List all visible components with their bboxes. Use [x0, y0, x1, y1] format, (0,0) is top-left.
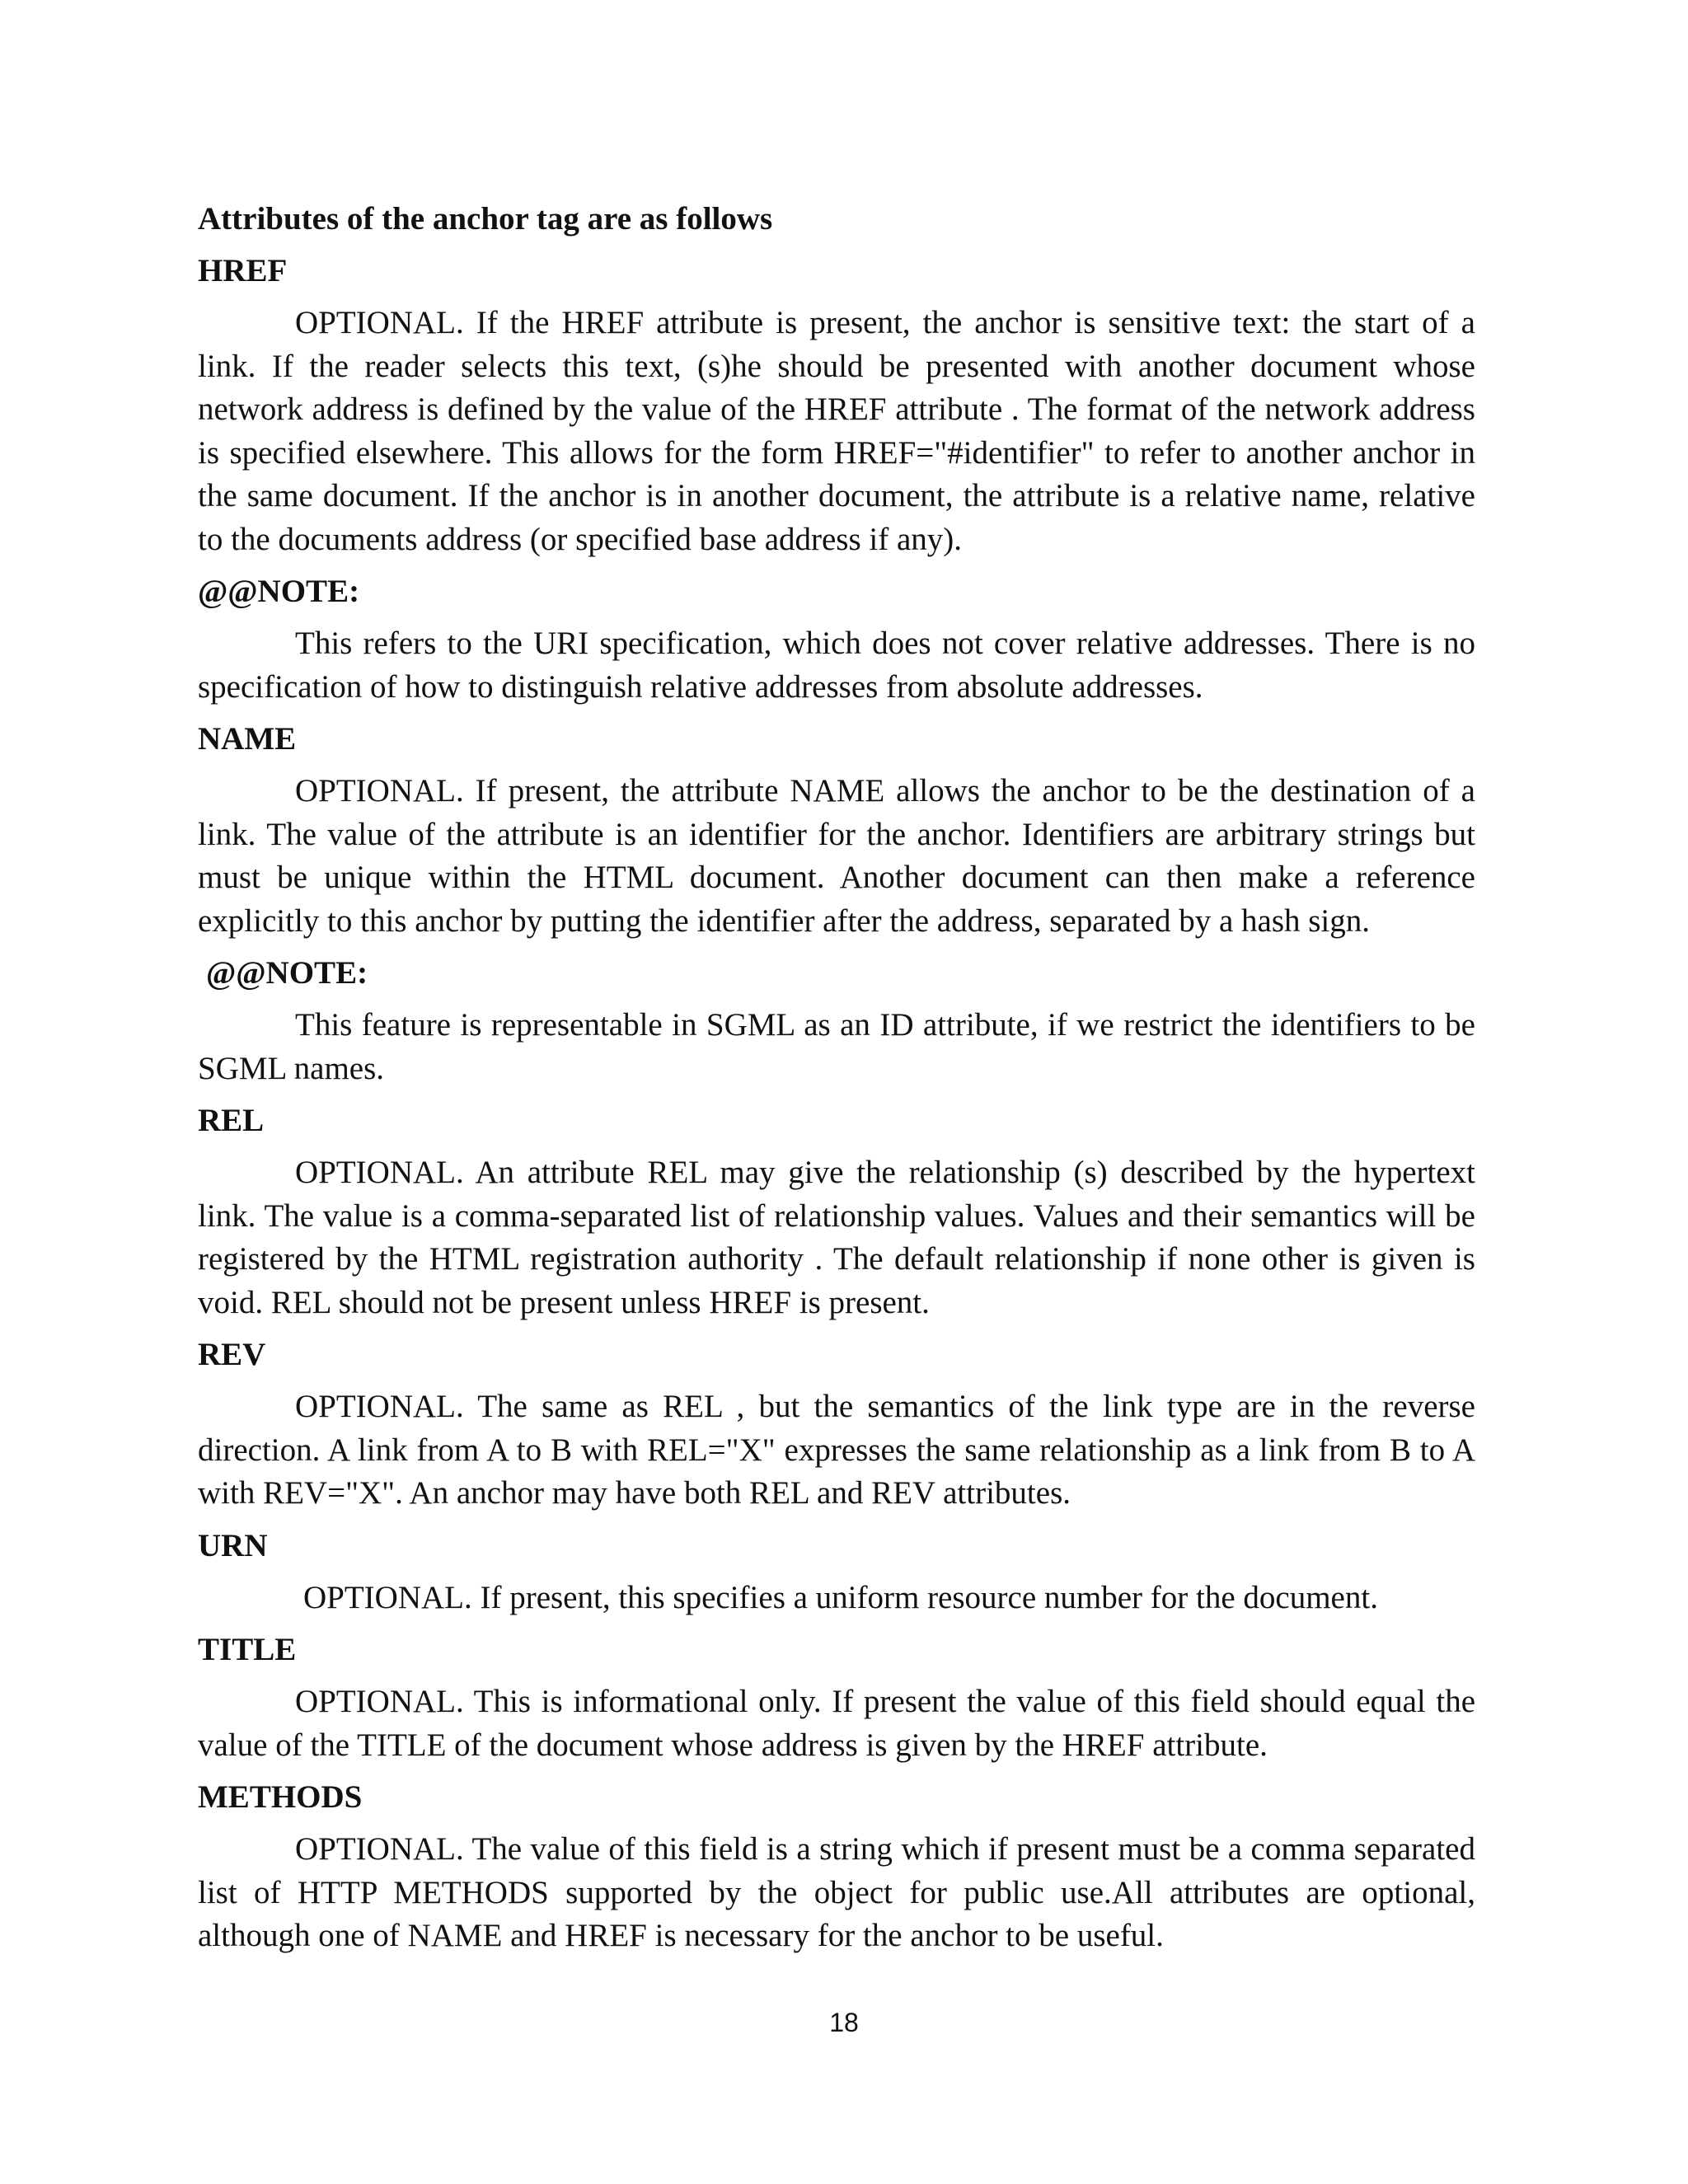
section-text-title: OPTIONAL. This is informational only. If present the value of this field should equal the value of the TITLE of the document whose address is given by the HREF attribute.	[198, 1684, 1475, 1763]
section-heading-note-2: @@NOTE:	[206, 955, 368, 991]
section-heading-rel: REL	[198, 1103, 265, 1138]
page-title: Attributes of the anchor tag are as follows	[198, 201, 773, 237]
section-heading-rev: REV	[198, 1337, 266, 1372]
section-text-href: OPTIONAL. If the HREF attribute is present, the anchor is sensitive text: the start of a link. If the reader selects this text, (s)he should be presented with another document whose network address is defined by the value of the HREF attribute . The format of the network address is specified elsewhere. This allows for the form HREF="#identifier" to refer to another anchor in the same document. If the anchor is in another document, the attribute is a relative name, relative to the documents address (or specified base address if any).	[198, 305, 1475, 557]
section-text-rel: OPTIONAL. An attribute REL may give the relationship (s) described by the hypertext link. The value is a comma-separated list of relationship values. Values and their semantics will be registered by the HTML registration authority . The default relationship if none other is given is void. REL should not be present unless HREF is present.	[198, 1155, 1475, 1320]
section-heading-methods: METHODS	[198, 1779, 363, 1815]
section-text-name: OPTIONAL. If present, the attribute NAME allows the anchor to be the destination of a link. The value of the attribute is an identifier for the anchor. Identifiers are arbitrary strings but must be unique within the HTML document. Another document can then make a reference explicitly to this anchor by putting the identifier after the address, separated by a hash sign.	[198, 773, 1475, 939]
section-text-note-1: This refers to the URI specification, which does not cover relative addresses. There is no specification of how to distinguish relative addresses from absolute addresses.	[198, 626, 1475, 705]
section-text-urn: OPTIONAL. If present, this specifies a uniform resource number for the document.	[303, 1579, 1378, 1615]
section-text-note-2: This feature is representable in SGML as an ID attribute, if we restrict the identifiers to be SGML names.	[198, 1007, 1475, 1086]
page-number: 18	[829, 2008, 859, 2037]
section-text-methods: OPTIONAL. The value of this field is a string which if present must be a comma separated list of HTTP METHODS supported by the object for public use.All attributes are optional, although one of NAME and HREF is necessary for the anchor to be useful.	[198, 1831, 1475, 1953]
document-page	[198, 198, 1475, 1967]
section-heading-name: NAME	[198, 721, 297, 757]
section-heading-title: TITLE	[198, 1632, 297, 1667]
section-heading-note-1: @@NOTE:	[198, 574, 360, 609]
section-text-rev: OPTIONAL. The same as REL , but the semantics of the link type are in the reverse direction. A link from A to B with REL="X" expresses the same relationship as a link from B to A with REV="X". An anchor may have both REL and REV attributes.	[198, 1389, 1475, 1511]
section-heading-urn: URN	[198, 1527, 268, 1563]
section-heading-href: HREF	[198, 253, 288, 288]
